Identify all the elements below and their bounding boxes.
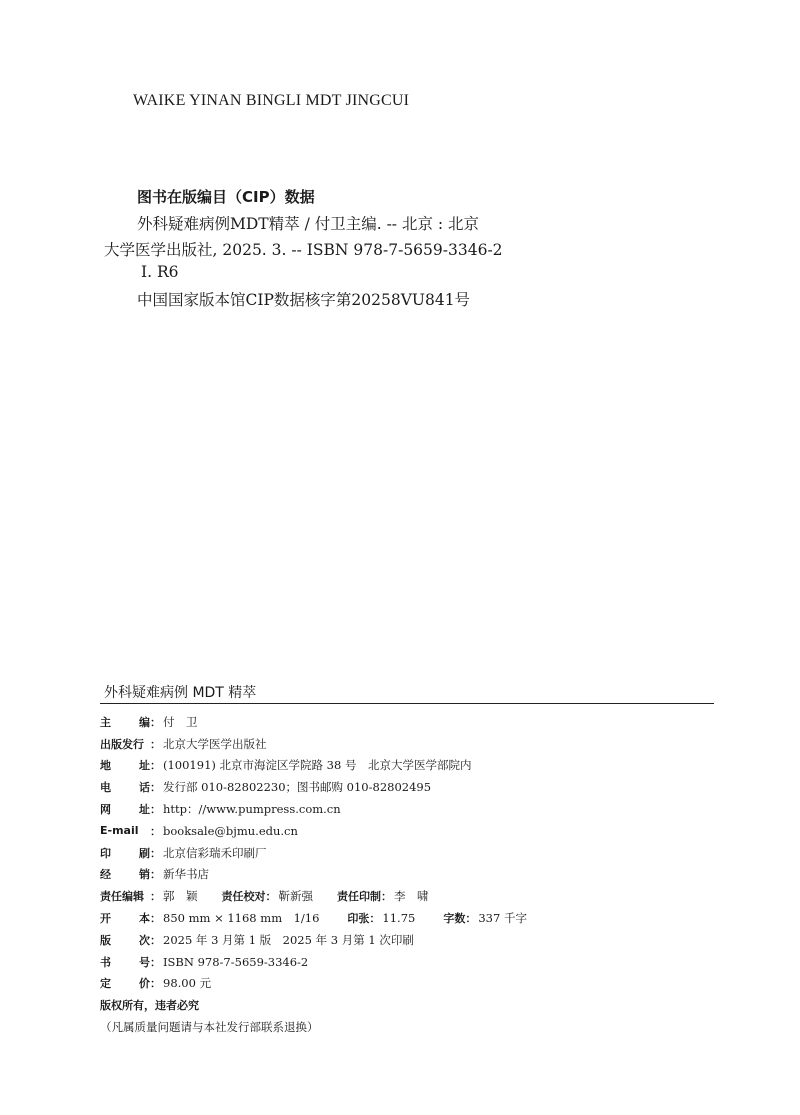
edition-row: 版 次 ： 2025 年 3 月第 1 版 2025 年 3 月第 1 次印刷 [100,932,414,947]
editor-row: 主 编 ： 付 卫 [100,714,198,729]
phone-row: 电 话 ： 发行部 010-82802230；图书邮购 010-82802495 [100,780,432,795]
row-label: 开 本 [100,912,150,926]
proofreader-label: 责任校对 [221,890,266,904]
editor-value: 付 卫 [163,714,198,729]
return-note: （凡属质量问题请与本社发行部联系退换） [100,1020,319,1035]
responsible-editor: 郭 颖 [163,889,198,904]
proofreader-value: 靳新强 [278,889,313,904]
address-row: 地 址 ： (100191) 北京市海淀区学院路 38 号 北京大学医学部院内 [100,758,472,773]
words-value: 337 千字 [478,911,527,926]
row-label: 主 编 [100,715,150,729]
row-label: 定 价 [100,977,150,991]
colophon-details [100,711,714,1038]
cip-line-4: 中国国家版本馆CIP数据核字第20258VU841号 [137,291,471,309]
format-row: 开 本 ： 850 mm × 1168 mm 1/16 印张 ： 11.75 字数 ： 337 千字 [100,911,527,926]
publisher-value: 北京大学医学出版社 [163,736,267,751]
website-row: 网 址 ： http：//www.pumpress.com.cn [100,802,341,817]
isbn-value: ISBN 978-7-5659-3346-2 [163,954,309,969]
print-supervisor-value: 李 啸 [394,889,429,904]
cip-line-3: Ⅰ. R6 [141,263,179,281]
row-label: 经 销 [100,868,150,882]
distributor-row: 经 销 ： 新华书店 [100,867,209,882]
price-row: 定 价 ： 98.00 元 [100,976,212,991]
sheets-label: 印张 [347,912,370,926]
row-label: 书 号 [100,955,150,969]
pinyin-title: WAIKE YINAN BINGLI MDT JINGCUI [133,92,410,109]
website-link[interactable]: http：//www.pumpress.com.cn [163,802,341,817]
sheets-value: 11.75 [382,911,416,926]
colophon-title: 外科疑难病例 MDT 精萃 [104,685,257,701]
row-label: 地 址 [100,759,150,773]
distributor-value: 新华书店 [163,867,209,882]
isbn-row: 书 号 ： ISBN 978-7-5659-3346-2 [100,954,309,969]
row-label: 责任编辑 [100,890,144,904]
price-value: 98.00 元 [163,976,212,991]
row-label: 版 次 [100,933,150,947]
cip-heading: 图书在版编目（CIP）数据 [137,188,315,206]
row-label: 电 话 [100,781,150,795]
words-label: 字数 [443,912,466,926]
row-label: E-mail [100,824,139,838]
row-label: 网 址 [100,803,150,817]
cip-line-2: 大学医学出版社, 2025. 3. -- ISBN 978-7-5659-3346-2 [104,241,503,259]
copyright-notice: 版权所有，违者必究 [100,999,199,1013]
responsibility-row: 责任编辑 ： 郭 颖 责任校对 ： 靳新强 责任印制 ： 李 啸 [100,889,429,904]
printer-value: 北京信彩瑞禾印刷厂 [163,845,267,860]
publisher-row: 出版发行 ： 北京大学医学出版社 [100,736,267,751]
colophon-divider [100,703,714,704]
printer-row: 印 刷 ： 北京信彩瑞禾印刷厂 [100,845,267,860]
edition-value: 2025 年 3 月第 1 版 2025 年 3 月第 1 次印刷 [163,932,414,947]
email-link[interactable]: booksale@bjmu.edu.cn [163,823,298,838]
address-value: (100191) 北京市海淀区学院路 38 号 北京大学医学部院内 [163,758,472,773]
format-value: 850 mm × 1168 mm 1/16 [163,911,320,926]
row-label: 出版发行 [100,737,144,751]
cip-line-1: 外科疑难病例MDT精萃 / 付卫主编. -- 北京 : 北京 [137,215,480,233]
print-supervisor-label: 责任印制 [337,890,381,904]
phone-value: 发行部 010-82802230；图书邮购 010-82802495 [163,780,432,795]
row-label: 印 刷 [100,846,150,860]
email-row: E-mail ： booksale@bjmu.edu.cn [100,823,298,838]
